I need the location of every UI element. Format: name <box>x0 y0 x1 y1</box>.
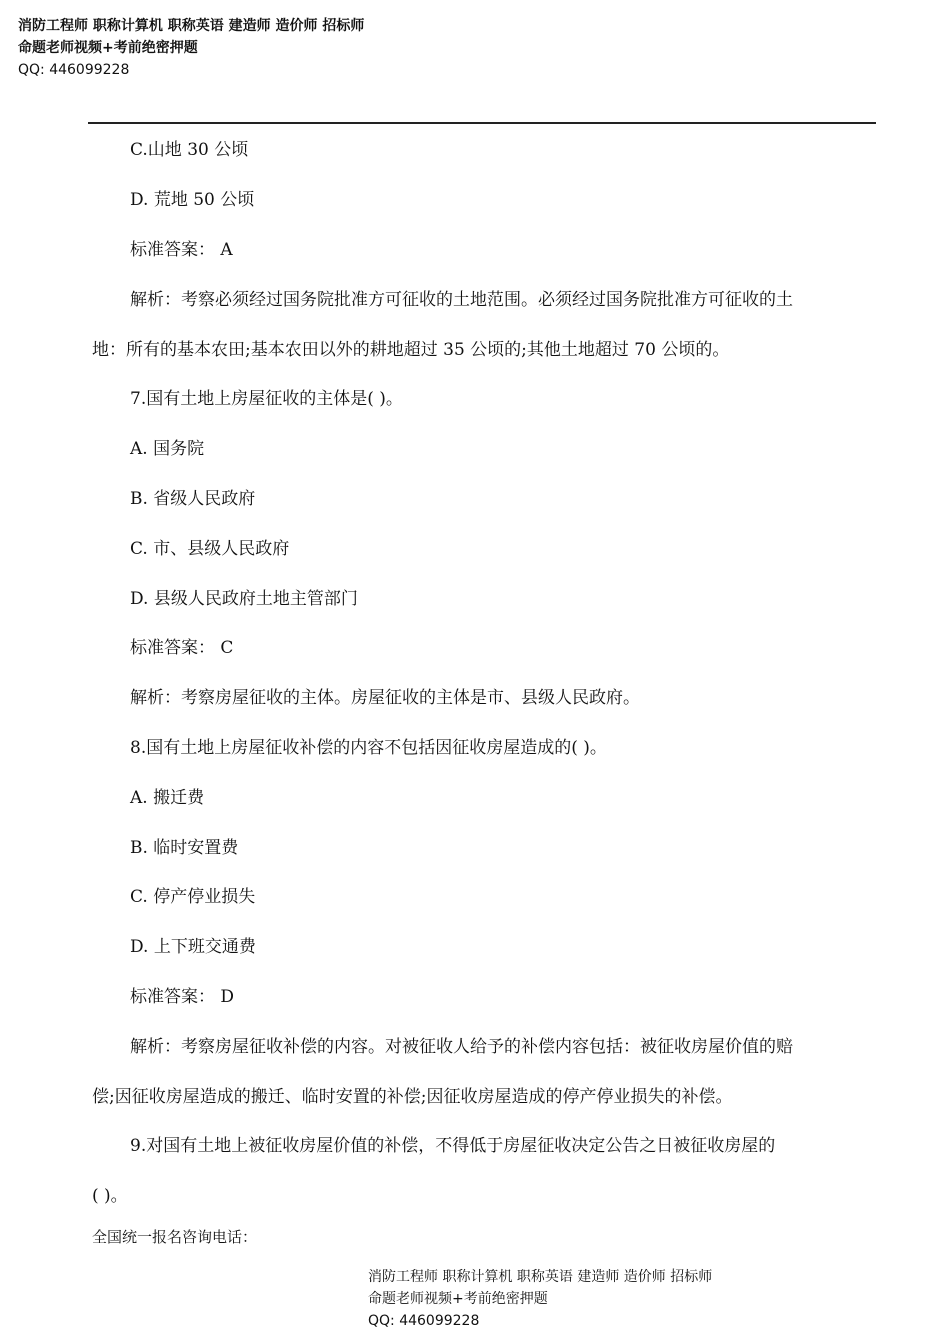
analysis-q8-line2: 偿;因征收房屋造成的搬迁、临时安置的补偿;因征收房屋造成的停产停业损失的补偿。 <box>92 1087 733 1107</box>
analysis-q6-line1: 解析：考察必须经过国务院批准方可征收的土地范围。必须经过国务院批准方可征收的土 <box>130 290 793 310</box>
footer-qq: QQ: 446099228 <box>368 1313 480 1329</box>
answer-q8: 标准答案： D <box>130 987 235 1007</box>
option-8b: B. 临时安置费 <box>130 838 239 858</box>
question-9-line2: ( )。 <box>92 1186 128 1206</box>
option-c-mountain: C.山地 30 公顷 <box>130 140 249 160</box>
header-exam-list: 消防工程师 职称计算机 职称英语 建造师 造价师 招标师 <box>18 18 365 34</box>
page-header <box>18 15 364 81</box>
footer-exam-list: 消防工程师 职称计算机 职称英语 建造师 造价师 招标师 <box>368 1269 713 1285</box>
header-qq: QQ: 446099228 <box>18 62 130 78</box>
header-divider <box>88 122 876 124</box>
question-9-line1: 9.对国有土地上被征收房屋价值的补偿，不得低于房屋征收决定公告之日被征收房屋的 <box>130 1136 776 1156</box>
page-footer <box>368 1266 712 1332</box>
analysis-q8-line1: 解析：考察房屋征收补偿的内容。对被征收人给予的补偿内容包括：被征收房屋价值的赔 <box>130 1037 793 1057</box>
header-promo: 命题老师视频+考前绝密押题 <box>18 40 198 56</box>
answer-q7: 标准答案： C <box>130 638 234 658</box>
option-7c: C. 市、县级人民政府 <box>130 539 290 559</box>
footer-promo: 命题老师视频+考前绝密押题 <box>368 1291 548 1307</box>
footer-phone-label: 全国统一报名咨询电话： <box>92 1228 258 1246</box>
analysis-q7: 解析：考察房屋征收的主体。房屋征收的主体是市、县级人民政府。 <box>130 688 640 708</box>
option-7d: D. 县级人民政府土地主管部门 <box>130 589 358 609</box>
analysis-q6-line2: 地：所有的基本农田;基本农田以外的耕地超过 35 公顷的;其他土地超过 70 公顷的。 <box>92 340 730 360</box>
option-8c: C. 停产停业损失 <box>130 887 256 907</box>
option-7b: B. 省级人民政府 <box>130 489 256 509</box>
option-8a: A. 搬迁费 <box>130 788 205 808</box>
question-7: 7.国有土地上房屋征收的主体是( )。 <box>130 389 403 409</box>
answer-q6: 标准答案： A <box>130 240 233 260</box>
option-d-wasteland: D. 荒地 50 公顷 <box>130 190 255 210</box>
option-7a: A. 国务院 <box>130 439 205 459</box>
question-8: 8.国有土地上房屋征收补偿的内容不包括因征收房屋造成的( )。 <box>130 738 607 758</box>
option-8d: D. 上下班交通费 <box>130 937 256 957</box>
